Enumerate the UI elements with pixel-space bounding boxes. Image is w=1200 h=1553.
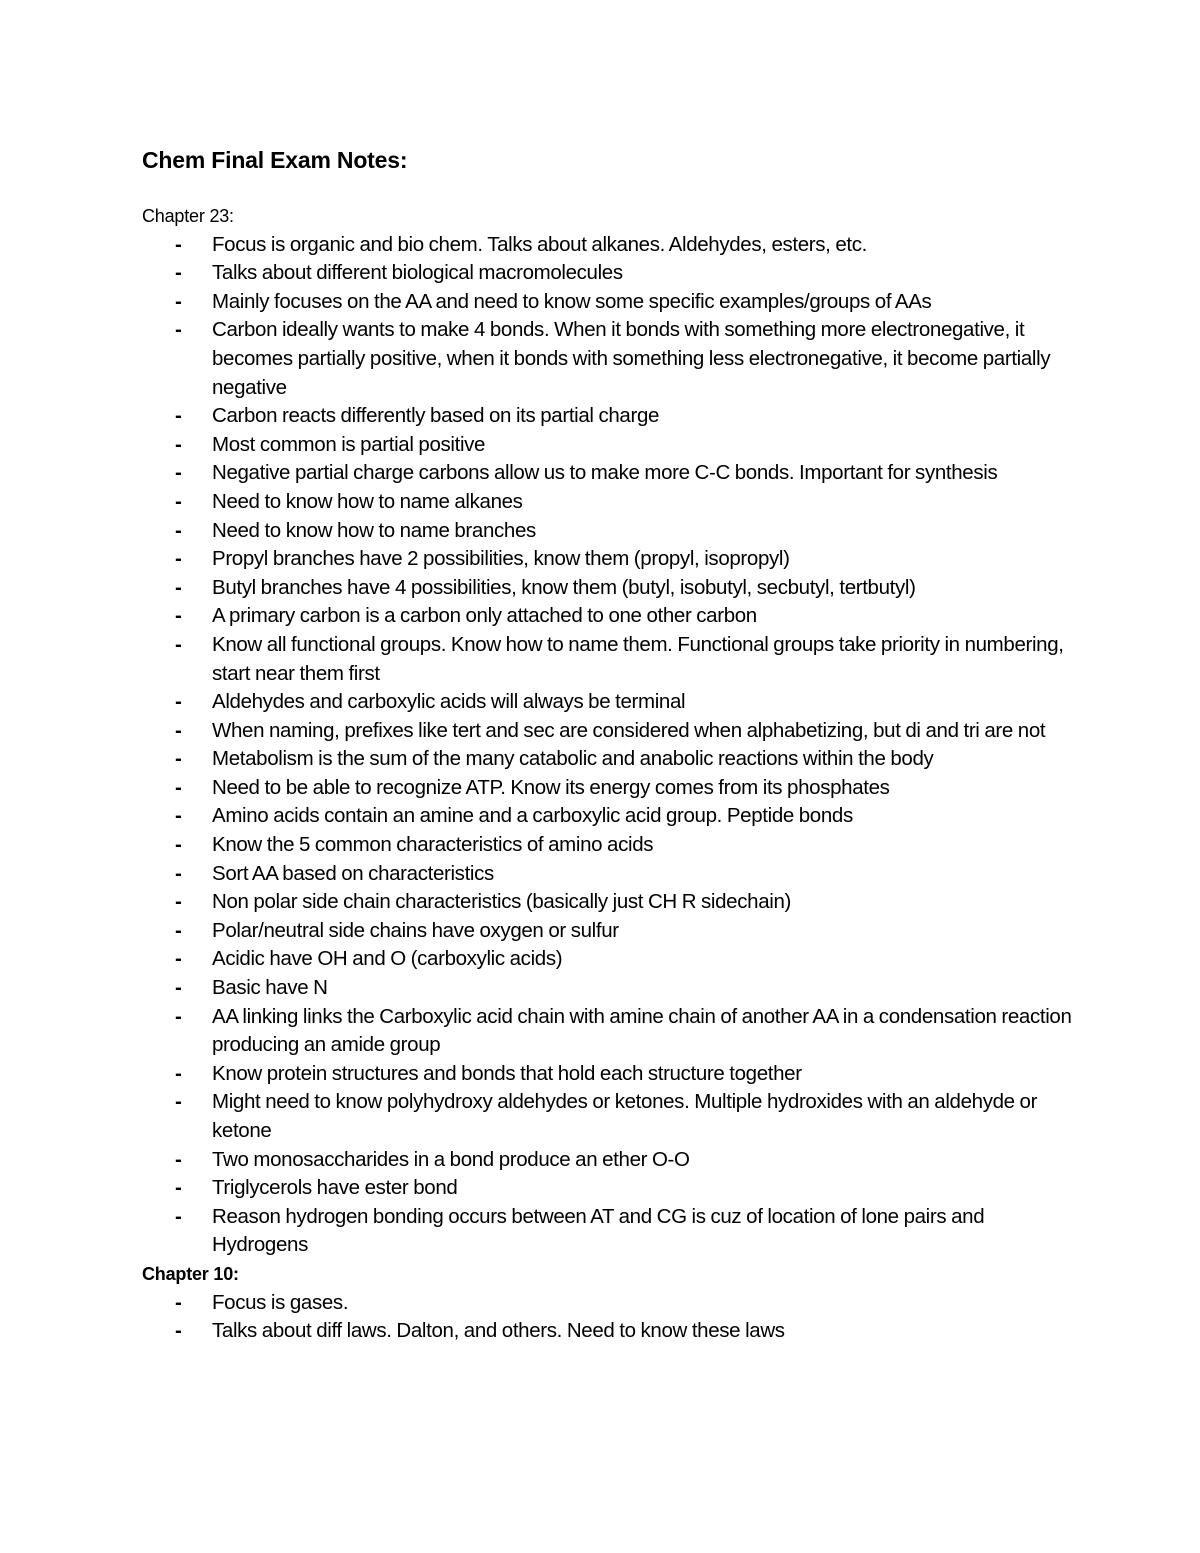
bullet-dash: - [175,1004,182,1028]
bullet-dash: - [175,1147,182,1171]
bullet-dash: - [175,575,182,599]
list-item [142,888,1072,917]
bullet-dash: - [175,718,182,742]
list-item [142,688,1072,717]
list-item [142,1146,1072,1175]
list-item [142,1317,1072,1346]
list-item [142,1088,1072,1145]
list-item-text: Most common is partial positive [212,432,486,456]
list-item-text: Basic have N [212,976,328,1000]
list-item [142,574,1072,603]
list-item-text: Polar/neutral side chains have oxygen or sulfur [212,918,619,942]
bullet-dash: - [175,318,182,342]
list-item-text: Metabolism is the sum of the many catabolic and anabolic reactions within the body [212,747,934,771]
list-item [142,1003,1072,1060]
list-item [142,945,1072,974]
chapter-notes-list [142,1289,1072,1346]
bullet-dash: - [175,261,182,285]
bullet-dash: - [175,632,182,656]
list-item-text: Talks about diff laws. Dalton, and others. Need to know these laws [212,1319,785,1343]
list-item [142,774,1072,803]
list-item-text: Focus is organic and bio chem. Talks about alkanes. Aldehydes, esters, etc. [212,232,868,256]
list-item [142,402,1072,431]
list-item-text: AA linking links the Carboxylic acid chain with amine chain of another AA in a condensation reaction producing an amide group [212,1004,1072,1057]
list-item [142,974,1072,1003]
document-content [142,143,1072,1346]
bullet-dash: - [175,833,182,857]
list-item-text: Know the 5 common characteristics of amino acids [212,833,654,857]
list-item-text: Talks about different biological macromolecules [212,261,623,285]
list-item-text: Butyl branches have 4 possibilities, know them (butyl, isobutyl, secbutyl, tertbutyl) [212,575,916,599]
list-item-text: Need to know how to name alkanes [212,489,523,513]
list-item-text: Know protein structures and bonds that hold each structure together [212,1061,802,1085]
bullet-dash: - [175,518,182,542]
bullet-dash: - [175,1319,182,1343]
list-item-text: Focus is gases. [212,1290,349,1314]
list-item-text: Non polar side chain characteristics (basically just CH R sidechain) [212,890,791,914]
list-item [142,1174,1072,1203]
chapter-heading: Chapter 10: [142,1263,239,1284]
list-item [142,802,1072,831]
list-item [142,1289,1072,1318]
list-item [142,602,1072,631]
bullet-dash: - [175,1090,182,1114]
bullet-dash: - [175,461,182,485]
list-item-text: Negative partial charge carbons allow us to make more C-C bonds. Important for synthesis [212,461,998,485]
list-item [142,316,1072,402]
bullet-dash: - [175,747,182,771]
list-item-text: Two monosaccharides in a bond produce an ether O-O [212,1147,690,1171]
document-title: Chem Final Exam Notes: [142,147,408,173]
bullet-dash: - [175,918,182,942]
list-item [142,231,1072,260]
list-item-text: Carbon reacts differently based on its partial charge [212,404,660,428]
list-item [142,631,1072,688]
list-item-text: Carbon ideally wants to make 4 bonds. When it bonds with something more electronegative, it becomes partially positive, when it bonds with something less electronegative, it become partially negative [212,318,1051,399]
list-item-text: When naming, prefixes like tert and sec are considered when alphabetizing, but di and tri are not [212,718,1046,742]
list-item-text: Reason hydrogen bonding occurs between AT and CG is cuz of location of lone pairs and Hydrogens [212,1204,985,1257]
bullet-dash: - [175,604,182,628]
list-item [142,517,1072,546]
chapter-section [142,1260,1072,1346]
list-item [142,917,1072,946]
list-item [142,860,1072,889]
chapter-notes-list [142,231,1072,1260]
list-item-text: Triglycerols have ester bond [212,1176,458,1200]
chapter-heading: Chapter 23: [142,206,234,226]
bullet-dash: - [175,690,182,714]
list-item-text: Acidic have OH and O (carboxylic acids) [212,947,563,971]
bullet-dash: - [175,890,182,914]
list-item-text: Need to be able to recognize ATP. Know its energy comes from its phosphates [212,775,890,799]
list-item-text: Mainly focuses on the AA and need to know some specific examples/groups of AAs [212,289,932,313]
list-item [142,545,1072,574]
list-item-text: Propyl branches have 2 possibilities, know them (propyl, isopropyl) [212,547,790,571]
list-item-text: Need to know how to name branches [212,518,536,542]
list-item [142,288,1072,317]
bullet-dash: - [175,432,182,456]
list-item-text: Might need to know polyhydroxy aldehydes or ketones. Multiple hydroxides with an aldehyde or ketone [212,1090,1038,1142]
list-item-text: A primary carbon is a carbon only attached to one other carbon [212,604,757,628]
bullet-dash: - [175,232,182,256]
bullet-dash: - [175,1204,182,1228]
list-item [142,259,1072,288]
list-item [142,745,1072,774]
bullet-dash: - [175,804,182,828]
bullet-dash: - [175,404,182,428]
list-item [142,1060,1072,1089]
bullet-dash: - [175,289,182,313]
bullet-dash: - [175,976,182,1000]
bullet-dash: - [175,1061,182,1085]
list-item-text: Aldehydes and carboxylic acids will always be terminal [212,690,686,714]
bullet-dash: - [175,947,182,971]
bullet-dash: - [175,1176,182,1200]
list-item [142,459,1072,488]
list-item [142,831,1072,860]
list-item-text: Sort AA based on characteristics [212,861,494,885]
list-item [142,488,1072,517]
bullet-dash: - [175,1290,182,1314]
list-item-text: Amino acids contain an amine and a carboxylic acid group. Peptide bonds [212,804,853,828]
list-item [142,431,1072,460]
bullet-dash: - [175,489,182,513]
list-item [142,1203,1072,1260]
bullet-dash: - [175,861,182,885]
bullet-dash: - [175,547,182,571]
list-item-text: Know all functional groups. Know how to name them. Functional groups take priority in numbering, start near them first [212,632,1064,685]
chapter-section [142,202,1072,1260]
bullet-dash: - [175,775,182,799]
list-item [142,717,1072,746]
